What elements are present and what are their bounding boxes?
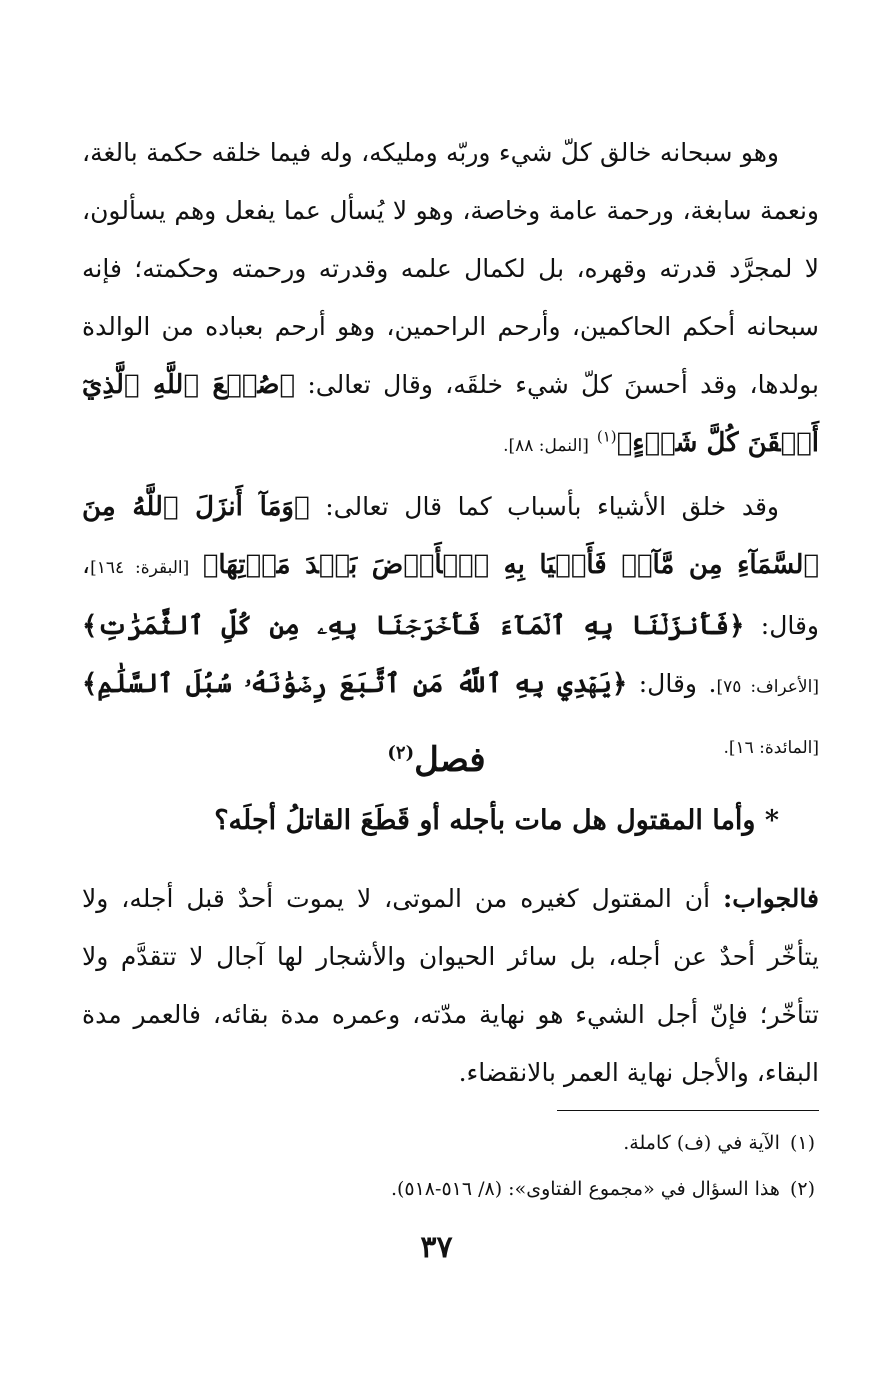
paragraph-text: وهو سبحانه خالق كلّ شيء وربّه ومليكه، وله فيما خلقه حكمة بالغة، ونعمة سابغة، ورحمة عامة وخاصة، وهو لا يُسأل عما يفعل وهم يسألون، لا لمجرَّد قدرته وقهره، بل لكمال علمه وقدرته ورحمته وحكمته؛ فإنه سبحانه أحكم الحاكمين، وأرحم الراحمين، وهو أرحم بعباده من الوالدة بولدها، وقد أحسنَ كلّ شيء خلقَه، وقال تعالى: [82, 138, 820, 399]
verse-reference: [النمل: ٨٨]. [503, 436, 589, 456]
footnote-separator [557, 1110, 819, 1111]
section-title: فصل [414, 740, 486, 780]
question-line: * وأما المقتول هل مات بأجله أو قَطَعَ القاتلُ أجلَه؟ [214, 805, 779, 836]
quran-verse: ﴿صُنۡعَ ٱللَّهِ ٱلَّذِيٓ أَتۡقَنَ كُلَّ شَيۡءٍ﴾ [82, 370, 819, 458]
footnote-number: (٢) [789, 1178, 815, 1200]
connector-text: . وقال: [638, 669, 717, 698]
paragraph-causes [82, 478, 819, 777]
page-number: ٣٧ [420, 1230, 453, 1265]
footnote-marker: (١) [596, 427, 617, 446]
footnote-text: الآية في (ف) كاملة. [623, 1132, 780, 1154]
quran-verse: ﴿يَهۡدِي بِهِ ٱللَّهُ مَنِ ٱتَّبَعَ رِضۡوَٰنَهُۥ سُبُلَ ٱلسَّلَٰمِ﴾ [82, 669, 628, 699]
footnote-number: (١) [789, 1132, 815, 1154]
footnote-marker: (٢) [387, 742, 415, 764]
answer-text: أن المقتول كغيره من الموتى، لا يموت أحدٌ قبل أجله، ولا يتأخّر أحدٌ عن أجله، بل سائر الحيوان والأشجار لها آجال لا تتقدَّم ولا تتأخّر؛ فإنّ أجل الشيء هو نهاية مدّته، وعمره مدة بقائه، فالعمر مدة البقاء، والأجل نهاية العمر بالانقضاء. [82, 884, 819, 1087]
connector-text: ، وقال: [82, 550, 819, 640]
footnote-text: هذا السؤال في «مجموع الفتاوى»: (٨/ ٥١٦-٥١٨). [390, 1178, 780, 1200]
paragraph-text: وقد خلق الأشياء بأسباب كما قال تعالى: [325, 492, 779, 521]
footnote-1 [82, 1128, 815, 1158]
verse-reference: [الأعراف: ٧٥] [716, 677, 819, 697]
quran-verse: ﴿وَمَآ أَنزَلَ ٱللَّهُ مِنَ ٱلسَّمَآءِ مِن مَّآءٖ فَأَحۡيَا بِهِ ٱلۡأَرۡضَ بَعۡدَ مَوۡتِهَا﴾ [82, 492, 819, 580]
footnote-2 [82, 1174, 815, 1204]
paragraph-answer [82, 870, 819, 1102]
section-heading [0, 735, 873, 785]
verse-reference: [المائدة: ١٦]. [723, 738, 819, 758]
quran-verse: ﴿فَأَنزَلۡنَا بِهِ ٱلۡمَآءَ فَأَخۡرَجۡنَا بِهِۦ مِن كُلِّ ٱلثَّمَرَٰتِ﴾ [82, 611, 745, 641]
answer-label: فالجواب: [723, 884, 819, 913]
paragraph-creation-wisdom [82, 124, 819, 475]
verse-reference: [البقرة: ١٦٤] [90, 558, 190, 578]
